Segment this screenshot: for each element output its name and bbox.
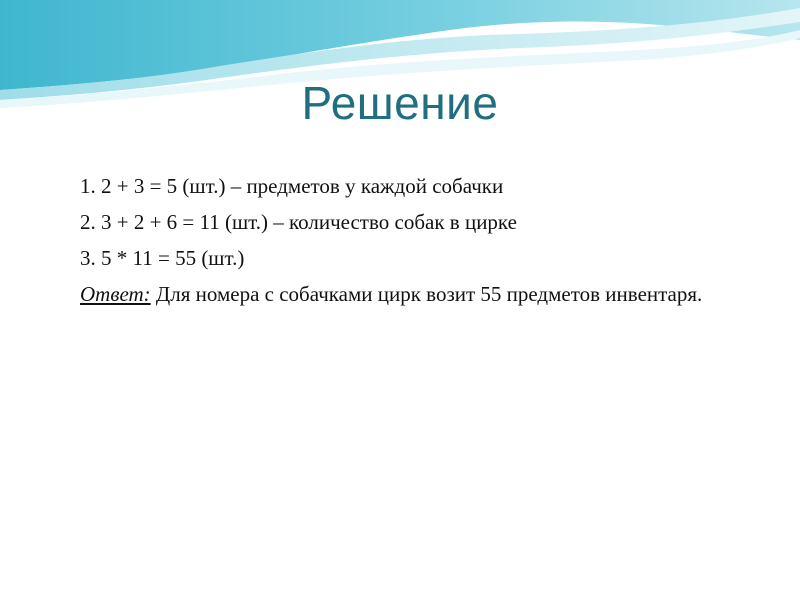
solution-step-1: 1. 2 + 3 = 5 (шт.) – предметов у каждой собачки bbox=[80, 174, 504, 198]
answer-label: Ответ: bbox=[80, 282, 151, 306]
answer-text: Для номера с собачками цирк возит 55 предметов инвентаря. bbox=[150, 282, 703, 306]
answer-paragraph bbox=[80, 281, 760, 308]
solution-content bbox=[80, 168, 760, 308]
solution-step-3: 3. 5 * 11 = 55 (шт.) bbox=[80, 246, 245, 270]
solution-step-2: 2. 3 + 2 + 6 = 11 (шт.) – количество собак в цирке bbox=[80, 210, 517, 234]
slide-title: Решение bbox=[301, 77, 499, 129]
